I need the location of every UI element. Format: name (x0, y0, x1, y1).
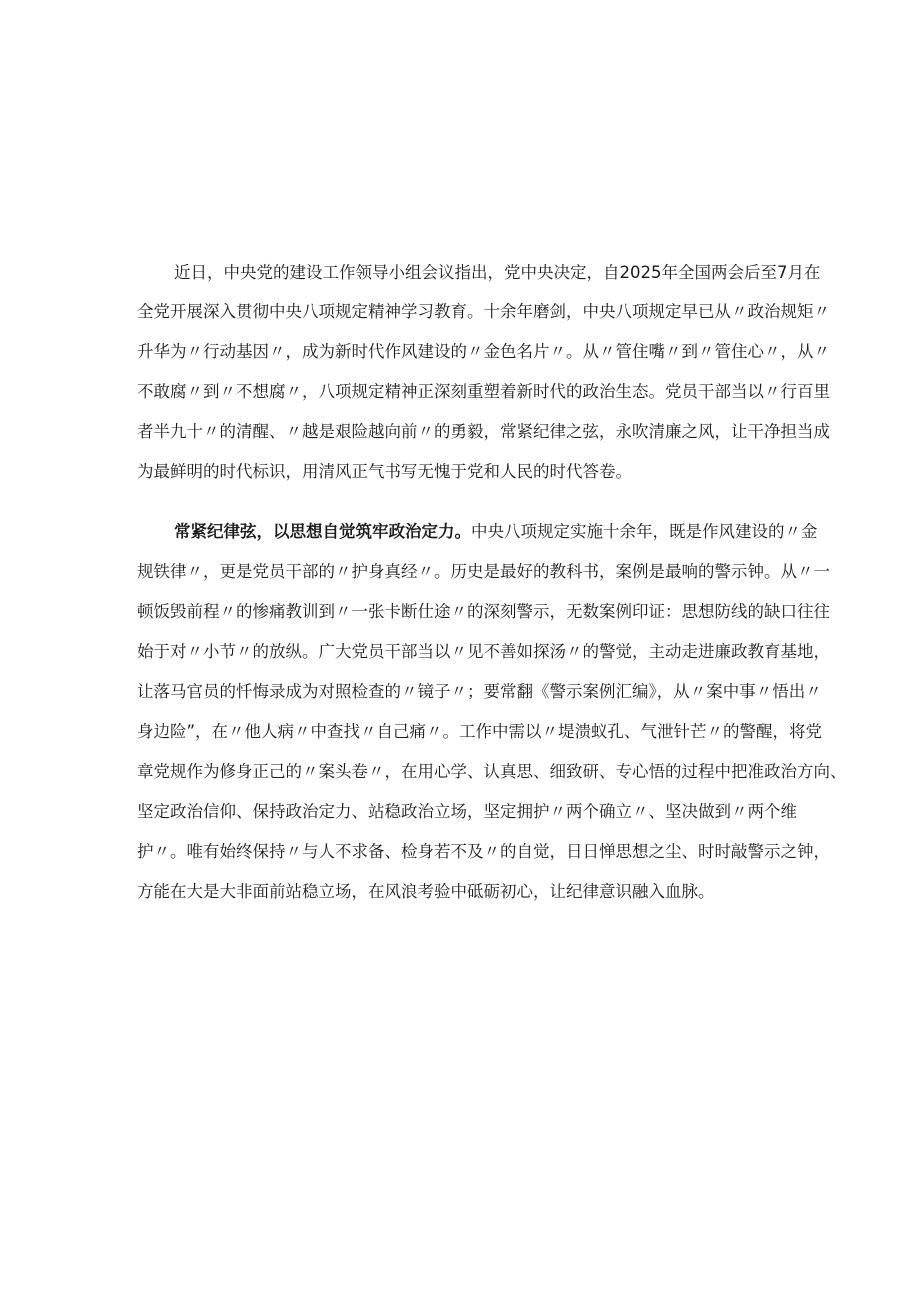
paragraph-2-line-7: 章党规作为修身正己的〃案头卷〃，在用心学、认真思、细致研、专心悟的过程中把准政治方向、 (137, 762, 847, 781)
paragraph-2-line-1 (174, 521, 818, 543)
paragraph-2-line-4: 始于对〃小节〃的放纵。广大党员干部当以〃见不善如探汤〃的警觉，主动走进廉政教育基地， (137, 642, 830, 661)
paragraph-2-line-10: 方能在大是大非面前站稳立场，在风浪考验中砥砺初心，让纪律意识融入血脉。 (137, 882, 715, 901)
paragraph-2-line-6: 身边险”，在〃他人病〃中查找〃自己痛〃。工作中需以〃堤溃蚁孔、气泄针芒〃的警醒，将党 (137, 722, 823, 741)
paragraph-2-line-3: 顿饭毁前程〃的惨痛教训到〃一张卡断仕途〃的深刻警示，无数案例印证：思想防线的缺口往往 (137, 602, 830, 621)
paragraph-2-line-8: 坚定政治信仰、保持政治定力、站稳政治立场，坚定拥护〃两个确立〃、坚决做到〃两个维 (137, 802, 797, 821)
paragraph-2-line-5: 让落马官员的忏悔录成为对照检查的〃镜子〃；要常翻《警示案例汇编》，从〃案中事〃悟出〃 (137, 682, 822, 701)
paragraph-2-line-2: 规铁律〃，更是党员干部的〃护身真经〃。历史是最好的教科书，案例是最响的警示钟。从〃一 (137, 562, 830, 581)
paragraph-1-line-2: 全党开展深入贯彻中央八项规定精神学习教育。十余年磨剑，中央八项规定早已从〃政治规矩〃 (137, 302, 830, 321)
paragraph-1-line-4: 不敢腐〃到〃不想腐〃，八项规定精神正深刻重塑着新时代的政治生态。党员干部当以〃行百里 (137, 382, 830, 401)
paragraph-2-line-9: 护〃。唯有始终保持〃与人不求备、检身若不及〃的自觉，日日惮思想之尘、时时敲警示之钟， (137, 842, 830, 861)
paragraph-1-line-5: 者半九十〃的清醒、〃越是艰险越向前〃的勇毅，常紧纪律之弦，永吹清廉之风，让干净担当成 (137, 422, 830, 441)
paragraph-1-line-3: 升华为〃行动基因〃，成为新时代作风建设的〃金色名片〃。从〃管住嘴〃到〃管住心〃，从〃 (137, 342, 830, 361)
paragraph-2-lead-heading: 常紧纪律弦，以思想自觉筑牢政治定力。 (174, 522, 471, 541)
paragraph-1-line-6: 为最鲜明的时代标识，用清风正气书写无愧于党和人民的时代答卷。 (137, 462, 632, 481)
paragraph-2-line-1-text: 中央八项规定实施十余年，既是作风建设的〃金 (471, 522, 818, 541)
paragraph-1-line-1: 近日，中央党的建设工作领导小组会议指出，党中央决定，自2025年全国两会后至7月在 (174, 263, 821, 282)
